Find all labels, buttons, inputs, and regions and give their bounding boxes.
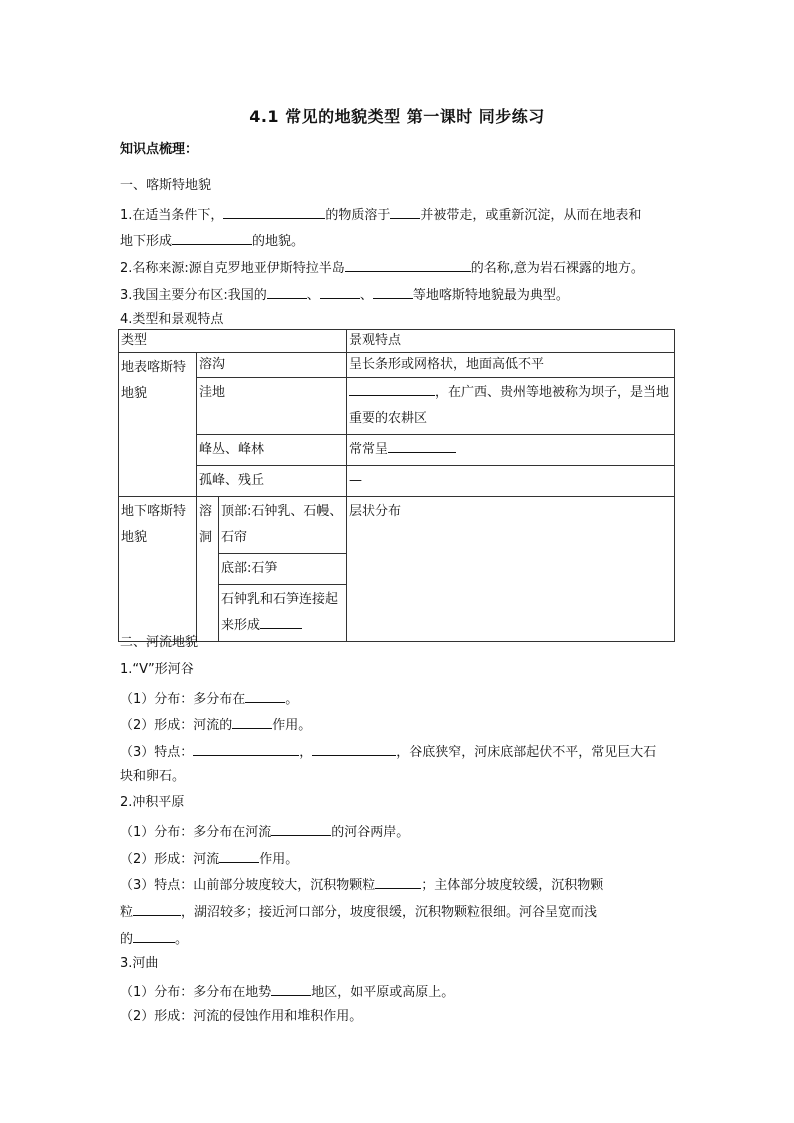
table-row [119, 435, 675, 466]
fill-blank[interactable] [375, 874, 421, 889]
section-knowledge-heading: 知识点梳理： [120, 142, 199, 157]
header-feature: 景观特点 [347, 330, 675, 353]
alluvial-plain-title: 2.冲积平原 [120, 795, 185, 810]
fill-blank[interactable] [388, 438, 456, 453]
meander-item-2: （2）形成：河流的侵蚀作用和堆积作用。 [120, 1009, 363, 1024]
meander-title: 3.河曲 [120, 956, 159, 971]
text: （1）分布：多分布在 [120, 692, 246, 707]
fill-blank[interactable] [267, 284, 307, 299]
karst-item-3 [120, 284, 569, 305]
alluvial-plain-item-1 [120, 821, 409, 842]
fill-blank[interactable] [271, 981, 311, 996]
text: ，湖沼较多；接近河口部分，坡度很缓，沉积物颗粒很细。河谷呈宽而浅 [181, 905, 598, 920]
fill-blank[interactable] [133, 901, 181, 916]
feature-cell: 呈长条形或网格状，地面高低不平 [347, 353, 675, 378]
karst-item-2 [120, 257, 644, 278]
text: 等地喀斯特地貌最为典型。 [412, 288, 569, 303]
fill-blank[interactable] [245, 688, 285, 703]
fill-blank[interactable] [345, 257, 471, 272]
feature-cell [347, 435, 675, 466]
fill-blank[interactable] [172, 230, 252, 245]
text: （3）特点：山前部分坡度较大，沉积物颗粒 [120, 878, 376, 893]
text: ， [299, 745, 313, 760]
text: 的物质溶于 [325, 208, 391, 223]
karst-heading: 一、喀斯特地貌 [120, 178, 212, 193]
text: 地区，如平原或高原上。 [311, 985, 455, 1000]
fill-blank[interactable] [260, 614, 302, 629]
river-heading: 二、河流地貌 [120, 635, 199, 650]
text: 作用。 [272, 718, 312, 733]
v-valley-item-2 [120, 714, 311, 735]
meander-item-1 [120, 981, 454, 1002]
text: （3）特点： [120, 745, 194, 760]
text: 的河谷两岸。 [331, 825, 410, 840]
text: （1）分布：多分布在河流 [120, 825, 272, 840]
table-row [119, 497, 675, 554]
surface-karst-label: 地表喀斯特地貌 [119, 353, 197, 497]
table-row [119, 378, 675, 435]
type-name: 洼地 [197, 378, 347, 435]
text: 的地貌。 [252, 234, 305, 249]
text: 1.在适当条件下， [120, 208, 224, 223]
fill-blank[interactable] [223, 204, 325, 219]
fill-blank[interactable] [320, 284, 360, 299]
cave-part: 底部:石笋 [219, 554, 347, 585]
text: 并被带走，或重新沉淀，从而在地表和 [420, 208, 642, 223]
type-name: 峰丛、峰林 [197, 435, 347, 466]
underground-karst-label: 地下喀斯特地貌 [119, 497, 197, 642]
text: 2.名称来源:源自克罗地亚伊斯特拉半岛 [120, 261, 345, 276]
fill-blank[interactable] [349, 381, 435, 396]
v-valley-item-3-line-1 [120, 741, 656, 762]
fill-blank[interactable] [232, 714, 272, 729]
alluvial-plain-item-3-line-2 [120, 901, 597, 922]
text: （2）形成：河流的 [120, 718, 233, 733]
text: ，谷底狭窄，河床底部起伏不平，常见巨大石 [396, 745, 657, 760]
alluvial-plain-item-3-line-1 [120, 874, 603, 895]
cave-part: 顶部:石钟乳、石幔、石帘 [219, 497, 347, 554]
v-valley-title: 1.“V”形河谷 [120, 662, 194, 677]
fill-blank[interactable] [133, 928, 175, 943]
cave-label: 溶洞 [197, 497, 219, 642]
table-row [119, 466, 675, 497]
alluvial-plain-item-3-line-3 [120, 928, 188, 949]
text: 3.我国主要分布区:我国的 [120, 288, 267, 303]
table-header-row [119, 330, 675, 353]
page-title: 4.1 常见的地貌类型 第一课时 同步练习 [249, 107, 545, 126]
feature-cell: — [347, 466, 675, 497]
fill-blank[interactable] [390, 204, 420, 219]
text: 石钟乳和石笋连接起来形成 [221, 592, 339, 633]
header-type: 类型 [119, 330, 347, 353]
text: （2）形成：河流 [120, 852, 220, 867]
cave-part [219, 585, 347, 642]
alluvial-plain-item-2 [120, 848, 298, 869]
text: 作用。 [259, 852, 299, 867]
text: 地下形成 [120, 234, 173, 249]
karst-item-1-line-2 [120, 230, 304, 251]
fill-blank[interactable] [219, 848, 259, 863]
v-valley-item-3-line-2: 块和卵石。 [120, 769, 186, 784]
text: 粒 [120, 905, 134, 920]
text: 。 [175, 932, 189, 947]
text: 、 [359, 288, 373, 303]
fill-blank[interactable] [373, 284, 413, 299]
text: 的 [120, 932, 134, 947]
karst-item-1-line-1 [120, 204, 641, 225]
type-name: 溶沟 [197, 353, 347, 378]
karst-item-4: 4.类型和景观特点 [120, 312, 224, 327]
text: 的名称,意为岩石裸露的地方。 [470, 261, 644, 276]
text: （1）分布：多分布在地势 [120, 985, 272, 1000]
text: 、 [306, 288, 320, 303]
fill-blank[interactable] [312, 741, 396, 756]
text: 常常呈 [349, 442, 389, 457]
underground-feature: 层状分布 [347, 497, 675, 642]
landform-table [118, 329, 675, 642]
feature-cell [347, 378, 675, 435]
v-valley-item-1 [120, 688, 298, 709]
fill-blank[interactable] [271, 821, 331, 836]
table-row [119, 353, 675, 378]
text: ；主体部分坡度较缓，沉积物颗 [421, 878, 604, 893]
type-name: 孤峰、残丘 [197, 466, 347, 497]
text: ，在广西、贵州等地被称为坝子，是当地重要的农耕区 [349, 385, 670, 426]
text: 。 [285, 692, 299, 707]
fill-blank[interactable] [193, 741, 299, 756]
